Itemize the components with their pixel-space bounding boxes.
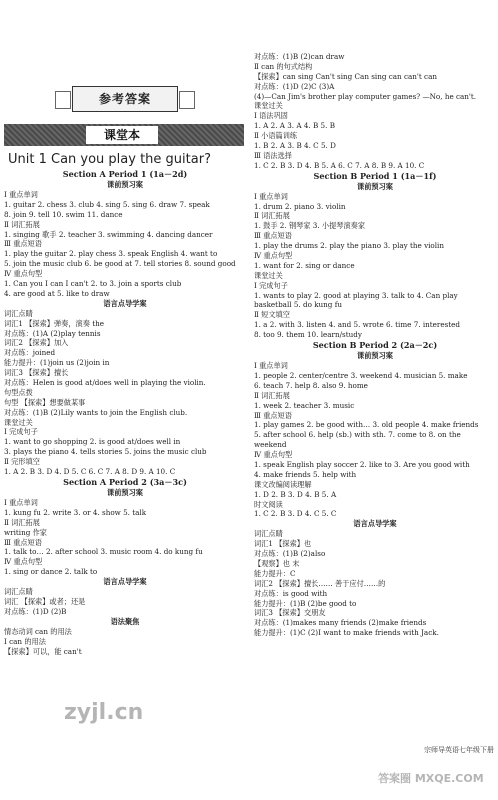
answer-line: 1. C 2. B 3. D 4. C 5. C [254, 509, 337, 519]
answer-line: 1. A 2. B 3. D 4. D 5. C 6. C 7. A 8. D 9. A 10. C [4, 467, 176, 477]
subsection-heading: 课前预习案 [357, 181, 393, 191]
answer-line: 1. speak English play soccer 2. like to 3. Are you good with [254, 459, 470, 469]
left-answer-list [4, 169, 246, 656]
answer-line: 课文改编阅读理解 [254, 479, 312, 489]
answer-line: Ⅱ 词汇拓展 [4, 219, 40, 229]
answer-line: Ⅰ 重点单词 [4, 190, 38, 199]
answer-line: 词汇1 【探索】弹奏，演奏 the [4, 318, 104, 328]
watermark-right: 答案圈 MXQE.COM [378, 772, 484, 785]
section-heading: Section A Period 2 (3a－3c) [63, 476, 187, 487]
subsection-heading: 课前预习案 [357, 351, 393, 361]
answer-line: Ⅲ 语法选择 [254, 150, 292, 160]
answer-line: 【探索】can sing Can't sing Can sing can can't can [254, 71, 437, 81]
answer-line: 8. join 9. tell 10. swim 11. dance [4, 209, 123, 219]
right-column [254, 52, 496, 638]
answer-line: Ⅲ 重点短语 [4, 537, 42, 547]
answer-line: 课堂过关 [254, 101, 283, 111]
answer-line: 词汇点睛 [4, 308, 33, 318]
answer-line: Ⅰ 重点单词 [254, 361, 288, 371]
answer-line: 1. singing 歌手 2. teacher 3. swimming 4. dancing dancer [4, 229, 213, 239]
answer-line: 词汇点睛 [254, 529, 283, 539]
answer-line: 能力提升：(1)B (2)be good to [254, 598, 357, 608]
answer-line: 1. want for 2. sing or dance [254, 260, 355, 270]
answer-line: 词汇点睛 [4, 587, 33, 597]
section-heading: Section B Period 1 (1a－1f) [313, 170, 437, 181]
answer-line: Ⅰ 完成句子 [4, 427, 38, 437]
answer-line: basketball 5. do kung fu [254, 300, 342, 310]
watermark-left: zyjl.cn [64, 700, 144, 725]
answer-line: Ⅱ 词汇拓展 [4, 517, 40, 527]
answer-line: 对点练：(1)B (2)can draw [254, 52, 345, 61]
answer-line: 1. Can you I can I can't 2. to 3. join a sports club [4, 279, 182, 289]
answer-line: (4)—Can Jim's brother play computer games? —No, he can't. [254, 91, 477, 101]
answer-line: 词汇1 【探索】也 [254, 539, 312, 549]
answer-line: 词汇2 【探索】擅长…… 善于应付……的 [254, 578, 386, 588]
answer-line: weekend [254, 440, 287, 450]
answer-line: 对点练：(1)B (2)also [254, 549, 326, 559]
answer-line: 1. C 2. B 3. D 4. B 5. A 6. C 7. A 8. B 9. A 10. C [254, 160, 425, 170]
answer-line: Ⅱ can 的句式结构 [254, 61, 313, 71]
answer-line: 1. week 2. teacher 3. music [254, 400, 355, 410]
answer-line: Ⅳ 重点句型 [254, 450, 293, 460]
answer-line: Ⅱ 短文填空 [254, 310, 290, 320]
answer-line: Ⅰ 重点单词 [4, 497, 38, 507]
answer-line: 1. A 2. A 3. A 4. B 5. B [254, 121, 335, 131]
answer-line: 课堂过关 [4, 417, 33, 427]
answer-line: 5. join the music club 6. be good at 7. tell stories 8. sound good [4, 259, 236, 269]
subsection-heading: 语言点导学案 [103, 298, 147, 308]
answer-line: 1. B 2. A 3. B 4. C 5. D [254, 141, 336, 151]
answer-line: 【观察】也 末 [254, 558, 300, 568]
answer-line: 词汇3 【探索】交朋友 [254, 608, 326, 618]
answer-line: Ⅲ 重点短语 [254, 231, 292, 241]
section-heading: Section B Period 2 (2a－2c) [312, 340, 438, 351]
answer-line: 1. talk to… 2. after school 3. music room 4. do kung fu [4, 547, 203, 557]
answer-line: 1. 鼓手 2. 钢琴家 3. 小提琴演奏家 [254, 221, 366, 231]
answer-line: 1. want to go shopping 2. is good at/does well in [4, 437, 181, 447]
subsection-heading: 语言点导学案 [103, 577, 147, 587]
answer-line: Ⅲ 重点短语 [254, 410, 292, 420]
answer-line: Ⅳ 重点句型 [4, 557, 43, 567]
answer-line: 3. plays the piano 4. tells stories 5. joins the music club [4, 447, 207, 457]
answer-line: Ⅰ can 的用法 [4, 636, 46, 646]
subsection-heading: 语法聚焦 [110, 616, 140, 626]
answer-line: Ⅲ 重点短语 [4, 239, 42, 249]
answer-line: Ⅱ 词汇拓展 [254, 390, 290, 400]
book-footer: 宗师导英语七年级下册 [424, 746, 494, 754]
answer-line: 能力提升：(1)join us (2)join in [4, 358, 110, 368]
answer-line: Ⅰ 完成句子 [254, 280, 288, 290]
classroom-banner [4, 124, 244, 146]
answer-line: 1. sing or dance 2. talk to [4, 567, 98, 577]
answer-line: 5. after school 6. help (sb.) with sth. 7. come to 8. on the [254, 430, 461, 440]
answer-line: Ⅰ 语法巩固 [254, 111, 288, 121]
answer-line: Ⅳ 重点句型 [254, 251, 293, 261]
right-answer-list [254, 52, 496, 638]
section-heading: Section A Period 1 (1a－2d) [62, 169, 188, 179]
answer-line: 1. drum 2. piano 3. violin [254, 201, 346, 211]
answer-line: 1. kung fu 2. write 3. or 4. show 5. talk [4, 507, 147, 517]
answer-line: 对点练：(1)D (2)C (3)A [254, 81, 335, 91]
answer-line: 6. teach 7. help 8. also 9. home [254, 380, 368, 390]
answer-line: 对点练：(1)A (2)play tennis [4, 328, 101, 338]
answer-line: 对点练：(1)makes many friends (2)make friends [254, 618, 427, 628]
answer-line: 能力提升：(1)C (2)I want to make friends with Jack. [254, 628, 439, 638]
banner-label: 课堂本 [86, 126, 158, 144]
left-column [4, 150, 246, 656]
answer-line: 1. guitar 2. chess 3. club 4. sing 5. sing 6. draw 7. speak [4, 199, 210, 209]
answer-line: 词汇 【探索】或者；还是 [4, 596, 86, 606]
answer-line: Ⅱ 小语篇训练 [254, 131, 298, 141]
answer-line: 4. make friends 5. help with [254, 469, 357, 479]
subsection-heading: 语言点导学案 [353, 519, 397, 529]
answers-title: 参考答案 [72, 86, 178, 112]
answer-line: 对点练：Helen is good at/does well in playing the violin. [4, 378, 206, 388]
answer-line: 1. wants to play 2. good at playing 3. talk to 4. Can play [254, 290, 458, 300]
answer-line: 对点练：(1)D (2)B [4, 606, 67, 616]
answer-line: 【探索】可以，能 can't [4, 646, 82, 656]
answer-line: 时文阅读 [254, 499, 283, 509]
answer-line: 1. D 2. B 3. D 4. B 5. A [254, 489, 337, 499]
answer-line: Ⅱ 完形填空 [4, 457, 40, 467]
answer-line: 句型点拨 [4, 387, 33, 397]
answer-line: Ⅳ 重点句型 [4, 269, 43, 279]
answer-line: 课堂过关 [254, 270, 283, 280]
answer-line: 词汇2 【探索】加入 [4, 338, 69, 348]
answer-line: 1. play the drums 2. play the piano 3. play the violin [254, 241, 444, 251]
answer-line: 对点练：(1)B (2)Lily wants to join the English club. [4, 407, 188, 417]
answer-line: 对点练：is good with [254, 588, 328, 598]
answer-line: 1. people 2. center/centre 3. weekend 4. musician 5. make [254, 370, 468, 380]
answer-line: 1. play the guitar 2. play chess 3. speak English 4. want to [4, 249, 218, 259]
answer-line: 1. play games 2. be good with… 3. old people 4. make friends [254, 420, 479, 430]
answer-line: 情态动词 can 的用法 [4, 626, 72, 636]
answer-line: 8. too 9. them 10. learn/study [254, 330, 362, 340]
subsection-heading: 课前预习案 [107, 487, 143, 497]
answer-line: Ⅱ 词汇拓展 [254, 211, 290, 221]
subsection-heading: 课前预习案 [107, 180, 143, 189]
answer-line: Ⅰ 重点单词 [254, 191, 288, 201]
unit-title: Unit 1 Can you play the guitar? [8, 152, 211, 167]
answer-line: 4. are good at 5. like to draw [4, 288, 110, 298]
answer-line: 对点练：joined [4, 348, 56, 358]
answer-line: 1. a 2. with 3. listen 4. and 5. wrote 6. time 7. interested [254, 320, 461, 330]
answer-line: writing 作家 [4, 527, 47, 537]
answer-line: 句型 【探索】想要做某事 [4, 397, 86, 407]
answer-line: 能力提升：C [254, 568, 296, 578]
answer-line: 词汇3 【探索】擅长 [4, 368, 69, 378]
